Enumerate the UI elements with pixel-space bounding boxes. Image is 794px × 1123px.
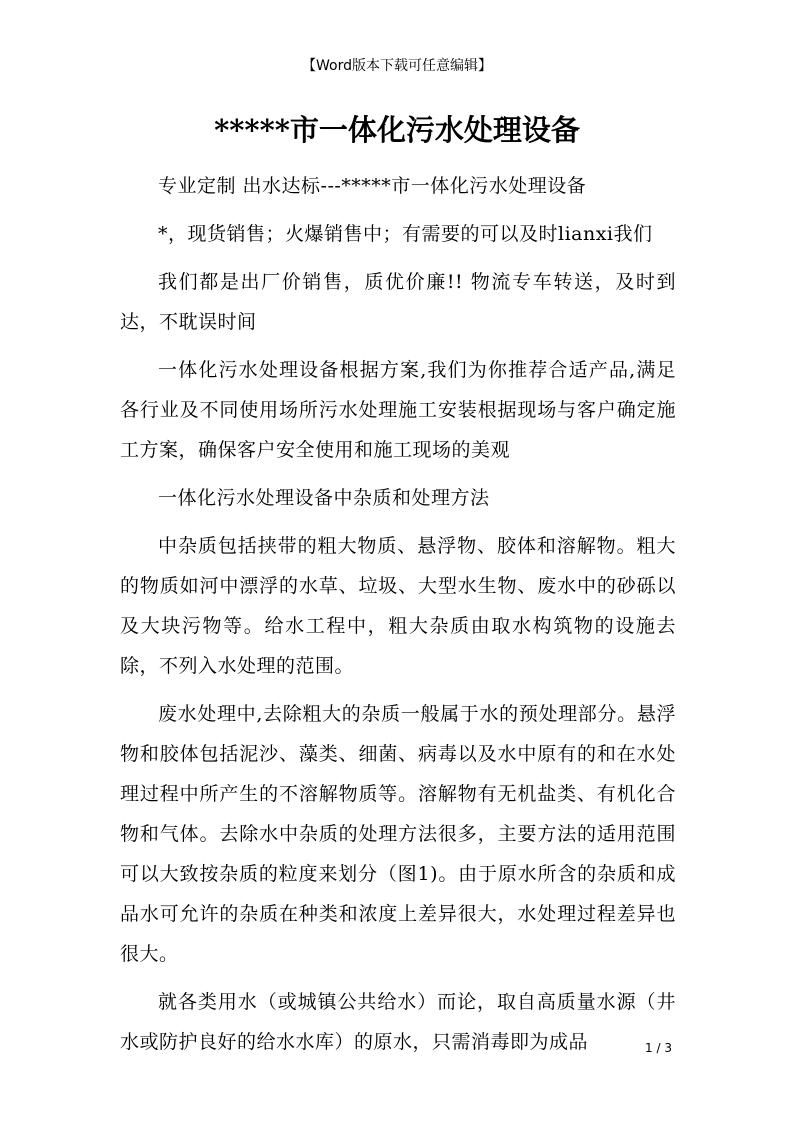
paragraph: *，现货销售；火爆销售中；有需要的可以及时lianxi我们 [158,223,653,245]
download-note-header: 【Word版本下载可任意编辑】 [302,58,492,74]
paragraph: 废水处理中,去除粗大的杂质一般属于水的预处理部分。悬浮物和胶体包括泥沙、藻类、细菌、病毒以及水中原有的和在水处理过程中所产生的不溶解物质等。溶解物有无机盐类、有机化合物和气体。去除水中杂质的处理方法很多，主要方法的适用范围可以大致按杂质的粒度来划分（图1)。由于原水所含的杂质和成品水可允许的杂质在种类和浓度上差异很大，水处理过程差异也很大。 [120,703,676,965]
paragraph: 我们都是出厂价销售，质优价廉!! 物流专车转送，及时到达，不耽误时间 [120,271,676,333]
paragraph: 就各类用水（或城镇公共给水）而论，取自高质量水源（井水或防护良好的给水水库）的原水，只需消毒即为成品 [120,991,676,1053]
document-title: *****市一体化污水处理设备 [214,113,580,147]
document-body [120,166,676,1070]
paragraph: 一体化污水处理设备根据方案,我们为你推荐合适产品,满足各行业及不同使用场所污水处理施工安装根据现场与客户确定施工方案，确保客户安全使用和施工现场的美观 [120,359,676,461]
paragraph: 一体化污水处理设备中杂质和处理方法 [158,487,490,509]
paragraph: 中杂质包括挟带的粗大物质、悬浮物、胶体和溶解物。粗大的物质如河中漂浮的水草、垃圾、大型水生物、废水中的砂砾以及大块污物等。给水工程中，粗大杂质由取水构筑物的设施去除，不列入水处理的范围。 [120,535,676,677]
paragraph: 专业定制 出水达标---*****市一体化污水处理设备 [158,175,587,197]
page-number: 1 / 3 [645,1041,672,1055]
